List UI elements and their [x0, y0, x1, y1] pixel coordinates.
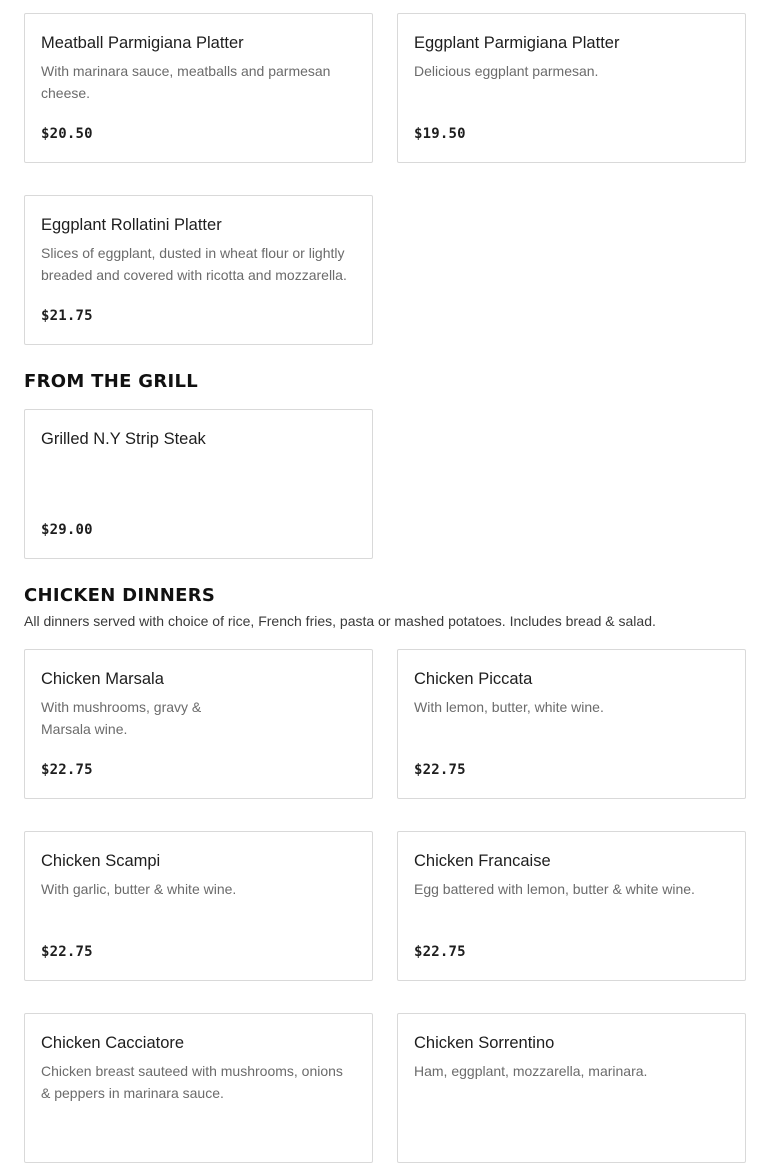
section-heading-grill: FROM THE GRILL: [24, 371, 199, 392]
menu-item-description: Slices of eggplant, dusted in wheat flour or lightly breaded and covered with ricotta and mozzarella.: [41, 245, 347, 283]
menu-item-card[interactable]: [397, 649, 746, 799]
menu-item-card[interactable]: [397, 831, 746, 981]
section-note: All dinners served with choice of rice, French fries, pasta or mashed potatoes. Includes bread & salad.: [24, 613, 656, 629]
menu-item-description: Delicious eggplant parmesan.: [414, 63, 599, 79]
menu-item-description: Chicken breast sauteed with mushrooms, onions & peppers in marinara sauce.: [41, 1063, 343, 1101]
menu-item-price: $22.75: [414, 762, 466, 778]
menu-item-name: Chicken Sorrentino: [414, 1034, 555, 1052]
menu-item-price: $29.00: [41, 522, 93, 538]
menu-item-price: $20.50: [41, 126, 93, 142]
menu-item-price: $22.75: [41, 944, 93, 960]
menu-item-card[interactable]: [397, 13, 746, 163]
menu-item-description: With lemon, butter, white wine.: [414, 699, 604, 715]
menu-item-name: Chicken Marsala: [41, 670, 164, 688]
menu-item-name: Chicken Francaise: [414, 852, 551, 870]
menu-item-card[interactable]: [24, 831, 373, 981]
menu-item-card[interactable]: [24, 1013, 373, 1163]
menu-item-price: $22.75: [414, 944, 466, 960]
menu-item-description: With mushrooms, gravy & Marsala wine.: [41, 699, 202, 737]
menu-item-name: Chicken Piccata: [414, 670, 533, 688]
menu-item-description: Ham, eggplant, mozzarella, marinara.: [414, 1063, 648, 1079]
menu-item-description: With garlic, butter & white wine.: [41, 881, 237, 897]
menu-item-description: Egg battered with lemon, butter & white wine.: [414, 881, 695, 897]
menu-item-price: $22.75: [41, 762, 93, 778]
menu-item-card[interactable]: [24, 649, 373, 799]
menu-item-card[interactable]: [397, 1013, 746, 1163]
menu-item-name: Chicken Cacciatore: [41, 1034, 185, 1052]
menu-item-name: Meatball Parmigiana Platter: [41, 34, 244, 52]
menu-item-price: $19.50: [414, 126, 466, 142]
menu-item-card[interactable]: [24, 13, 373, 163]
menu-item-name: Eggplant Rollatini Platter: [41, 216, 222, 234]
menu-item-card[interactable]: [24, 195, 373, 345]
menu-item-name: Grilled N.Y Strip Steak: [41, 430, 206, 448]
menu-item-name: Chicken Scampi: [41, 852, 161, 870]
menu-item-card[interactable]: [24, 409, 373, 559]
menu-item-price: $21.75: [41, 308, 93, 324]
section-heading-chicken: CHICKEN DINNERS: [24, 585, 216, 606]
menu-item-description: With marinara sauce, meatballs and parmesan cheese.: [41, 63, 331, 101]
menu-item-name: Eggplant Parmigiana Platter: [414, 34, 620, 52]
